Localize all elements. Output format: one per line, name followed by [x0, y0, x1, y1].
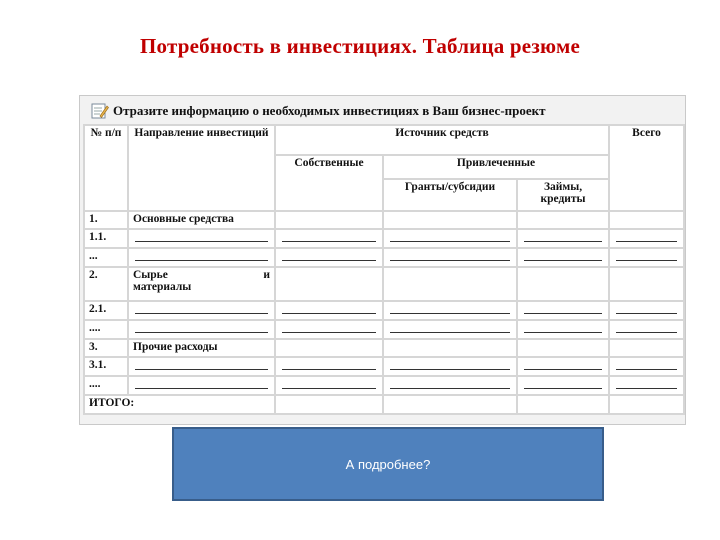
- table-total-row: [84, 395, 684, 414]
- cell-grants[interactable]: [383, 395, 517, 414]
- cell-direction[interactable]: [128, 357, 275, 376]
- row-num: ....: [84, 320, 128, 339]
- table-row: [84, 339, 684, 357]
- cell-grants[interactable]: [383, 211, 517, 229]
- cell-direction[interactable]: [128, 248, 275, 267]
- cell-grants[interactable]: [383, 229, 517, 248]
- cell-total[interactable]: [609, 211, 684, 229]
- cell-total[interactable]: [609, 376, 684, 395]
- slide-title: Потребность в инвестициях. Таблица резюме: [140, 34, 580, 58]
- cell-own[interactable]: [275, 395, 383, 414]
- cell-total[interactable]: [609, 267, 684, 301]
- cell-own[interactable]: [275, 229, 383, 248]
- row-label: [128, 267, 275, 301]
- table-row: [84, 376, 684, 395]
- cell-own[interactable]: [275, 376, 383, 395]
- col-header-direction: Направление инвестиций: [128, 125, 275, 211]
- row-label-part: и: [263, 269, 270, 281]
- cell-loans[interactable]: [517, 248, 609, 267]
- row-label-part: материалы: [133, 281, 192, 293]
- cell-direction[interactable]: [128, 320, 275, 339]
- cell-total[interactable]: [609, 301, 684, 320]
- row-num: 3.1.: [84, 357, 128, 376]
- cell-loans[interactable]: [517, 301, 609, 320]
- cell-own[interactable]: [275, 301, 383, 320]
- col-header-num: № п/п: [84, 125, 128, 211]
- cell-loans[interactable]: [517, 339, 609, 357]
- table-row: [84, 301, 684, 320]
- row-num: 3.: [84, 339, 128, 357]
- cell-total[interactable]: [609, 248, 684, 267]
- row-label: Прочие расходы: [128, 339, 275, 357]
- cell-loans[interactable]: [517, 376, 609, 395]
- cell-loans[interactable]: [517, 395, 609, 414]
- col-header-own: Собственные: [275, 155, 383, 211]
- cell-own[interactable]: [275, 267, 383, 301]
- form-header-text: Отразите информацию о необходимых инвестициях в Ваш бизнес-проект: [113, 103, 546, 118]
- total-label: ИТОГО:: [84, 395, 275, 414]
- cell-grants[interactable]: [383, 301, 517, 320]
- cell-loans[interactable]: [517, 357, 609, 376]
- cell-own[interactable]: [275, 211, 383, 229]
- cell-own[interactable]: [275, 357, 383, 376]
- investment-table: [83, 124, 685, 415]
- cell-grants[interactable]: [383, 376, 517, 395]
- col-header-attracted: Привлеченные: [383, 155, 609, 179]
- cell-total[interactable]: [609, 395, 684, 414]
- cell-own[interactable]: [275, 320, 383, 339]
- cell-own[interactable]: [275, 248, 383, 267]
- row-label: Основные средства: [128, 211, 275, 229]
- cell-grants[interactable]: [383, 267, 517, 301]
- row-num: ....: [84, 376, 128, 395]
- table-row: [84, 248, 684, 267]
- row-num: 2.1.: [84, 301, 128, 320]
- cell-grants[interactable]: [383, 357, 517, 376]
- table-row: [84, 211, 684, 229]
- cell-grants[interactable]: [383, 248, 517, 267]
- investment-form: [79, 95, 686, 425]
- table-row: [84, 229, 684, 248]
- cell-total[interactable]: [609, 229, 684, 248]
- more-details-label: А подробнее?: [345, 456, 431, 472]
- cell-grants[interactable]: [383, 339, 517, 357]
- row-num: 2.: [84, 267, 128, 301]
- cell-direction[interactable]: [128, 229, 275, 248]
- table-row: [84, 357, 684, 376]
- cell-loans[interactable]: [517, 267, 609, 301]
- cell-own[interactable]: [275, 339, 383, 357]
- table-header-row: [84, 125, 684, 155]
- col-header-total: Всего: [609, 125, 684, 211]
- cell-direction[interactable]: [128, 301, 275, 320]
- form-header: [91, 100, 681, 122]
- col-header-loans: Займы, кредиты: [517, 179, 609, 211]
- cell-loans[interactable]: [517, 229, 609, 248]
- more-details-button[interactable]: [172, 427, 604, 501]
- cell-direction[interactable]: [128, 376, 275, 395]
- note-pencil-icon: [91, 102, 109, 120]
- cell-total[interactable]: [609, 339, 684, 357]
- row-num: 1.: [84, 211, 128, 229]
- cell-loans[interactable]: [517, 320, 609, 339]
- row-label-part: Сырье: [133, 269, 168, 281]
- cell-grants[interactable]: [383, 320, 517, 339]
- cell-total[interactable]: [609, 320, 684, 339]
- table-row: [84, 267, 684, 301]
- cell-total[interactable]: [609, 357, 684, 376]
- row-num: 1.1.: [84, 229, 128, 248]
- cell-loans[interactable]: [517, 211, 609, 229]
- col-header-sources: Источник средств: [275, 125, 609, 155]
- table-row: [84, 320, 684, 339]
- col-header-grants: Гранты/субсидии: [383, 179, 517, 211]
- row-num: ...: [84, 248, 128, 267]
